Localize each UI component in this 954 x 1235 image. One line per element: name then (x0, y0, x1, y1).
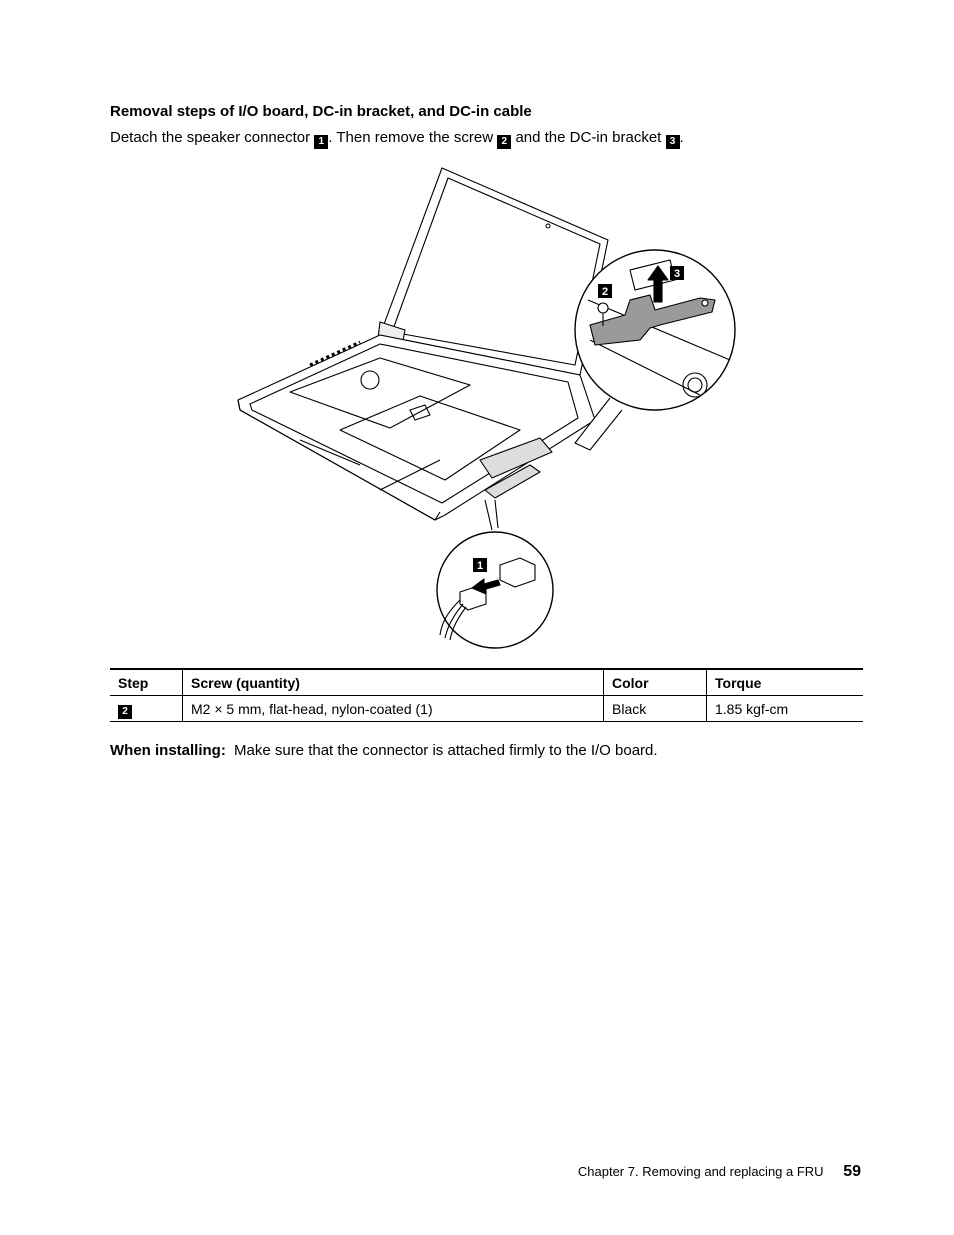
cell-torque: 1.85 kgf-cm (707, 696, 864, 722)
screw-table (110, 668, 863, 722)
cell-step (110, 696, 183, 722)
install-note (110, 742, 658, 759)
callout-1-label: 1 (476, 560, 484, 572)
header-color: Color (604, 669, 707, 696)
callout-2-label: 2 (601, 286, 609, 298)
page-footer (578, 1163, 861, 1181)
table-row (110, 696, 863, 722)
header-step: Step (118, 674, 149, 691)
callout-badge-1: 1 (314, 135, 328, 149)
page-number: 59 (843, 1163, 861, 1180)
intro-text-1: Detach the speaker connector (110, 129, 311, 146)
callout-badge-2: 2 (497, 135, 511, 149)
cell-color: Black (604, 696, 707, 722)
callout-3-label: 3 (673, 268, 681, 280)
intro-text-2: . Then remove the screw (328, 129, 494, 146)
intro-text-4: . (679, 129, 684, 146)
cell-screw: M2 × 5 mm, flat-head, nylon-coated (1) (183, 696, 604, 722)
intro-paragraph (110, 129, 684, 149)
footer-chapter: Chapter 7. Removing and replacing a FRU (577, 1164, 824, 1179)
laptop-base-illustration (230, 160, 750, 660)
install-text: Make sure that the connector is attached firmly to the I/O board. (234, 742, 658, 759)
section-heading: Removal steps of I/O board, DC-in bracket, and DC-in cable (110, 103, 532, 120)
step-badge: 2 (118, 705, 132, 719)
header-torque: Torque (707, 669, 864, 696)
intro-text-3: and the DC-in bracket (515, 129, 662, 146)
header-screw: Screw (quantity) (183, 669, 604, 696)
callout-badge-3: 3 (666, 135, 680, 149)
install-label: When installing: (110, 742, 226, 759)
table-header-row (110, 669, 863, 696)
